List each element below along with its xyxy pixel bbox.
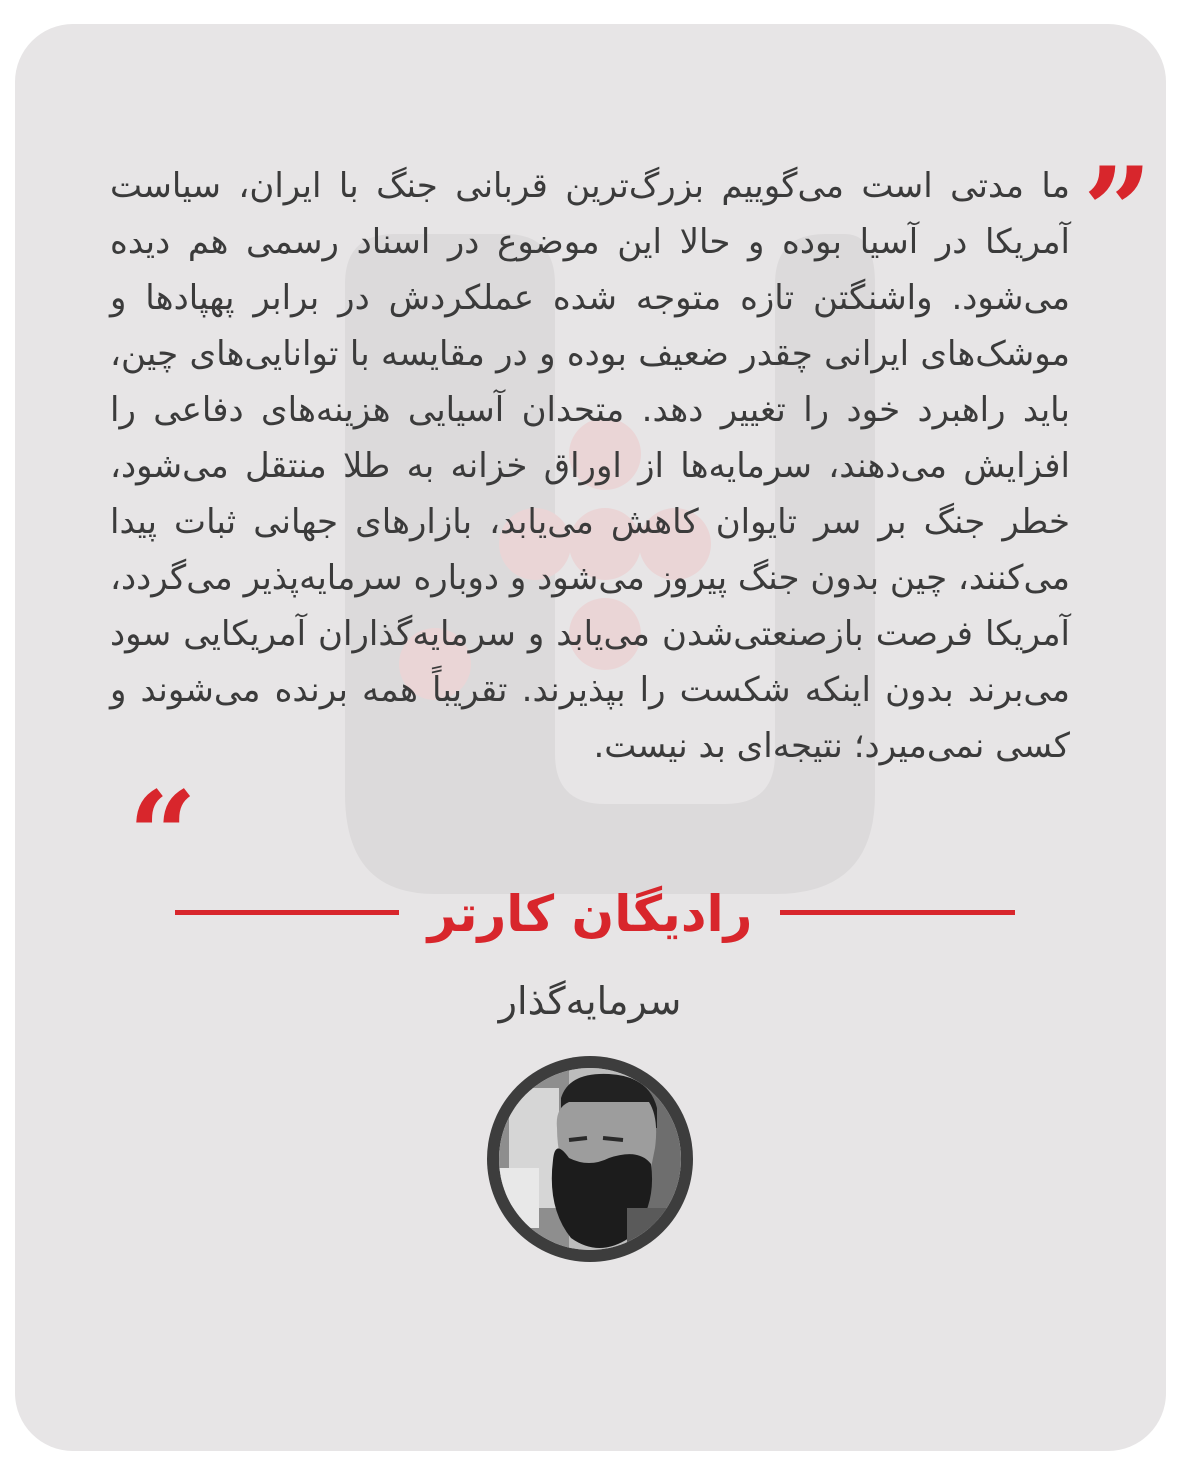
speaker-name-row	[175, 884, 1015, 964]
quote-card	[15, 24, 1166, 1451]
quote-open-icon: ”	[1083, 141, 1153, 282]
quote-close-icon: “	[128, 765, 198, 906]
avatar-photo	[499, 1068, 681, 1250]
speaker-role: سرمایه‌گذار	[498, 979, 682, 1023]
quote-text: ما مدتی است می‌گوییم بزرگ‌ترین قربانی جنگ با ایران، سیاست آمریکا در آسیا بوده و حالا این موضوع در اسناد رسمی هم دیده می‌شود. واشنگتن تازه متوجه شده عملکردش در برابر پهپادها و موشک‌های ایرانی چقدر ضعیف بوده و در مقایسه با توانایی‌های چین، باید راهبرد خود را تغییر دهد. متحدان آسیایی هزینه‌های دفاعی را افزایش می‌دهند، سرمایه‌ها از اوراق خزانه به طلا منتقل می‌شود، خطر جنگ بر سر تایوان کاهش می‌یابد، بازارهای جهانی ثبات پیدا می‌کنند، چین بدون جنگ پیروز می‌شود و دوباره سرمایه‌پذیر می‌گردد، آمریکا فرصت بازصنعتی‌شدن می‌یابد و سرمایه‌گذاران آمریکایی سود می‌برند بدون اینکه شکست را بپذیرند. تقریباً همه برنده می‌شوند و کسی نمی‌میرد؛ نتیجه‌ای بد نیست.	[110, 166, 1070, 766]
divider-left	[175, 910, 399, 915]
avatar	[487, 1056, 693, 1262]
speaker-name: رادیگان کارتر	[427, 885, 753, 943]
avatar-portrait-image	[499, 1068, 681, 1250]
divider-right	[780, 910, 1015, 915]
